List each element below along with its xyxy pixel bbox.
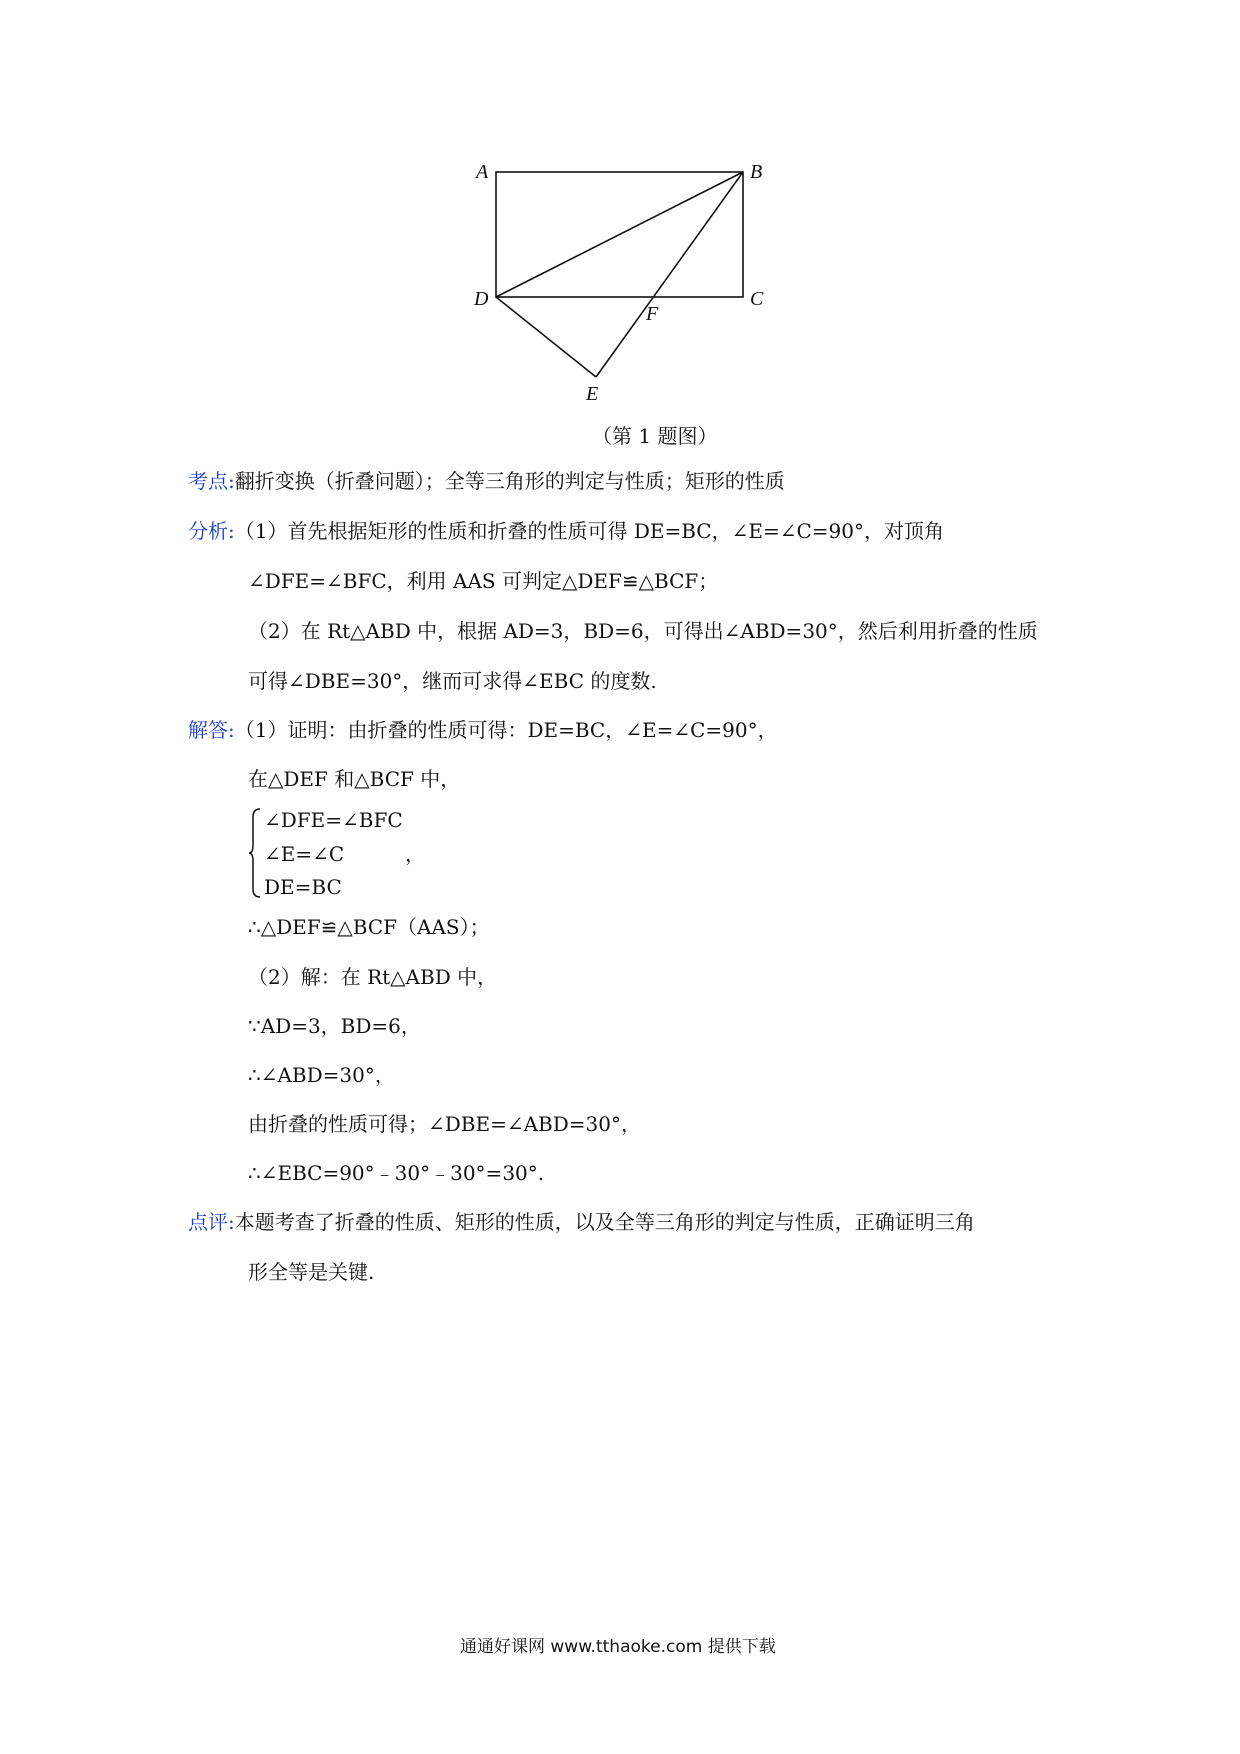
system-comma: ， [405,842,425,866]
jieda-line-2: 在△DEF 和△BCF 中， [248,767,461,791]
system-line-3: DE=BC [264,875,342,899]
jieda-line-3: ∴△DEF≌△BCF（AAS）； [248,915,490,939]
kaodian-text: 翻折变换（折叠问题）；全等三角形的判定与性质；矩形的性质 [234,469,785,493]
system-brace [248,807,262,899]
fenxi-label: 分析: [188,519,235,543]
point-c-label: C [750,288,764,310]
jieda-row [188,716,778,744]
dianping-line-2: 形全等是关键. [248,1260,375,1284]
jieda-line-4: （2）解：在 Rt△ABD 中， [248,965,498,989]
point-e-label: E [586,383,599,405]
dianping-line-1: 本题考查了折叠的性质、矩形的性质，以及全等三角形的判定与性质，正确证明三角 [234,1210,975,1234]
point-f-label: F [646,303,659,325]
fenxi-row [188,517,944,545]
point-a-label: A [476,161,489,183]
jieda-line-7: 由折叠的性质可得；∠DBE=∠ABD=30°， [248,1112,641,1136]
system-line-1: ∠DFE=∠BFC [264,808,403,832]
page-footer: 通通好课网 www.tthaoke.com 提供下载 [460,1637,776,1657]
jieda-label: 解答: [188,718,235,742]
point-d-label: D [474,288,489,310]
segment-de [496,297,596,377]
fenxi-line-4: 可得∠DBE=30°，继而可求得∠EBC 的度数. [248,669,657,693]
dianping-row [188,1208,975,1236]
fenxi-line-1: （1）首先根据矩形的性质和折叠的性质可得 DE=BC，∠E=∠C=90°，对顶角 [234,519,944,543]
kaodian-row [188,467,785,495]
dianping-label: 点评: [188,1210,235,1234]
system-line-2: ∠E=∠C [264,842,345,866]
kaodian-label: 考点: [188,469,235,493]
fenxi-line-2: ∠DFE=∠BFC，利用 AAS 可判定△DEF≌△BCF； [248,569,719,593]
geometry-figure [460,150,780,410]
jieda-line-1: （1）证明：由折叠的性质可得：DE=BC，∠E=∠C=90°， [234,718,778,742]
diagonal-bd [496,172,743,297]
point-b-label: B [750,161,763,183]
figure-caption: （第 1 题图） [592,424,718,448]
jieda-line-5: ∵AD=3，BD=6， [248,1014,421,1038]
jieda-line-6: ∴∠ABD=30°， [248,1063,395,1087]
fenxi-line-3: （2）在 Rt△ABD 中，根据 AD=3，BD=6，可得出∠ABD=30°，然后利用折叠的性质 [248,619,1038,643]
segment-be [596,172,743,377]
jieda-line-8: ∴∠EBC=90°﹣30°﹣30°=30°. [248,1161,545,1185]
